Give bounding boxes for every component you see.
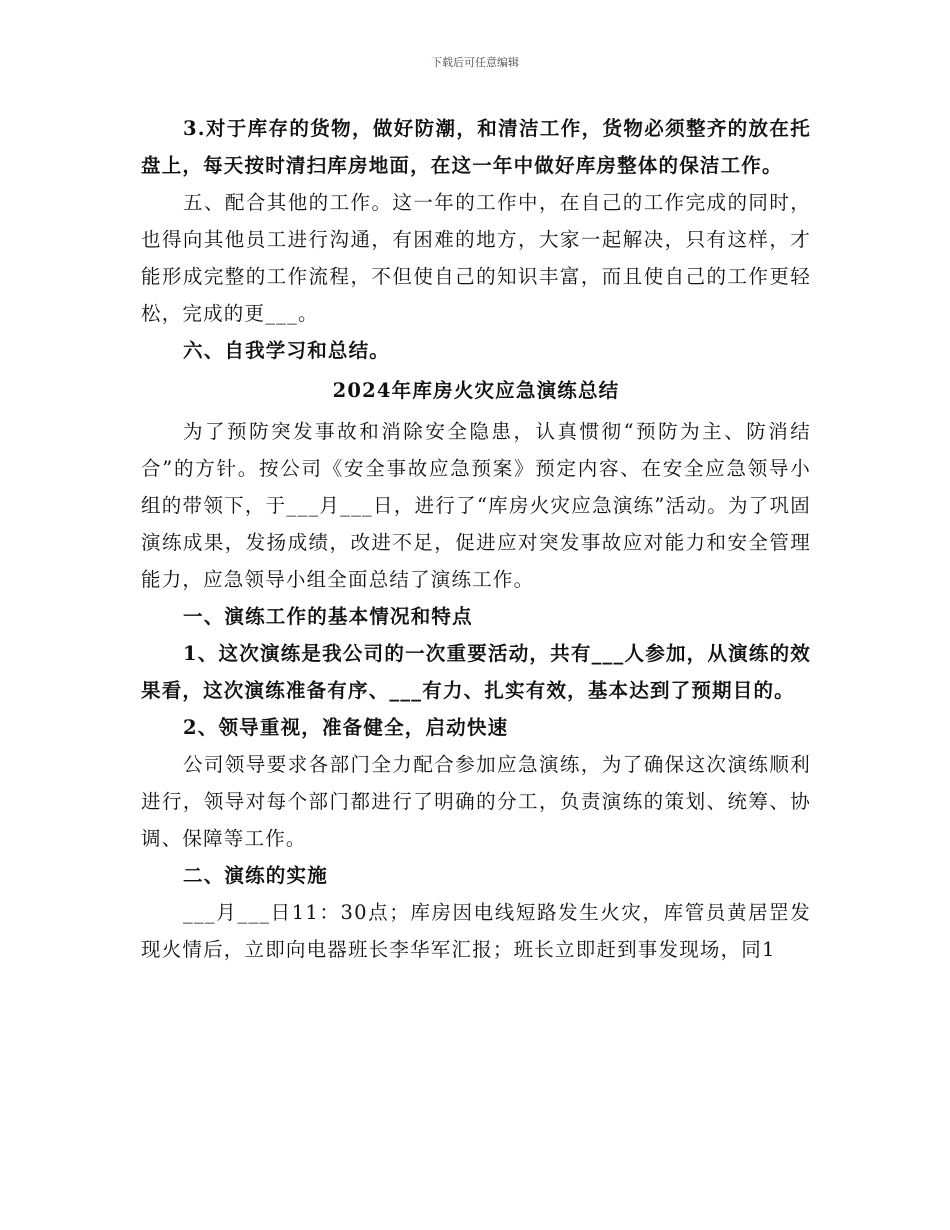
paragraph-intro: 为了预防突发事故和消除安全隐患，认真惯彻“预防为主、防消结合”的方针。按公司《安全事故应急预案》预定内容、在安全应急领导小组的带领下，于___月___日，进行了“库房火灾应急演练”活动。为了巩固演练成果，发扬成绩，改进不足，促进应对突发事故应对能力和安全管理能力，应急领导小组全面总结了演练工作。 <box>141 420 811 591</box>
heading-implementation: 二、演练的实施 <box>183 864 328 887</box>
paragraph-storage-cleaning: 3.对于库存的货物，做好防潮，和清洁工作，货物必须整齐的放在托盘上，每天按时清扫库房地面，在这一年中做好库房整体的保洁工作。 <box>141 117 811 177</box>
heading-leadership: 2、领导重视，准备健全，启动快速 <box>183 716 509 739</box>
document-title: 2024年库房火灾应急演练总结 <box>332 379 620 402</box>
paragraph-cooperation: 五、配合其他的工作。这一年的工作中，在自己的工作完成的同时，也得向其他员工进行沟通，有困难的地方，大家一起解决，只有这样，才能形成完整的工作流程，不但使自己的知识丰富，而且使自己的工作更轻松，完成的更___。 <box>141 191 811 325</box>
paragraph-implementation-detail: ___月___日11：30点；库房因电线短路发生火灾，库管员黄居罡发现火情后，立即向电器班长李华军汇报；班长立即赶到事发现场，同1 <box>141 901 811 961</box>
paragraph-leadership-detail: 公司领导要求各部门全力配合参加应急演练，为了确保这次演练顺利进行，领导对每个部门都进行了明确的分工，负责演练的策划、统筹、协调、保障等工作。 <box>141 753 811 850</box>
header-note: 下载后可任意编辑 <box>431 56 519 69</box>
paragraph-self-study: 六、自我学习和总结。 <box>183 339 391 362</box>
document-body <box>141 110 811 968</box>
paragraph-important-activity: 1、这次演练是我公司的一次重要活动，共有___人参加，从演练的效果看，这次演练准备有序、___有力、扎实有效，基本达到了预期目的。 <box>141 642 811 702</box>
heading-basic-situation: 一、演练工作的基本情况和特点 <box>183 605 473 628</box>
